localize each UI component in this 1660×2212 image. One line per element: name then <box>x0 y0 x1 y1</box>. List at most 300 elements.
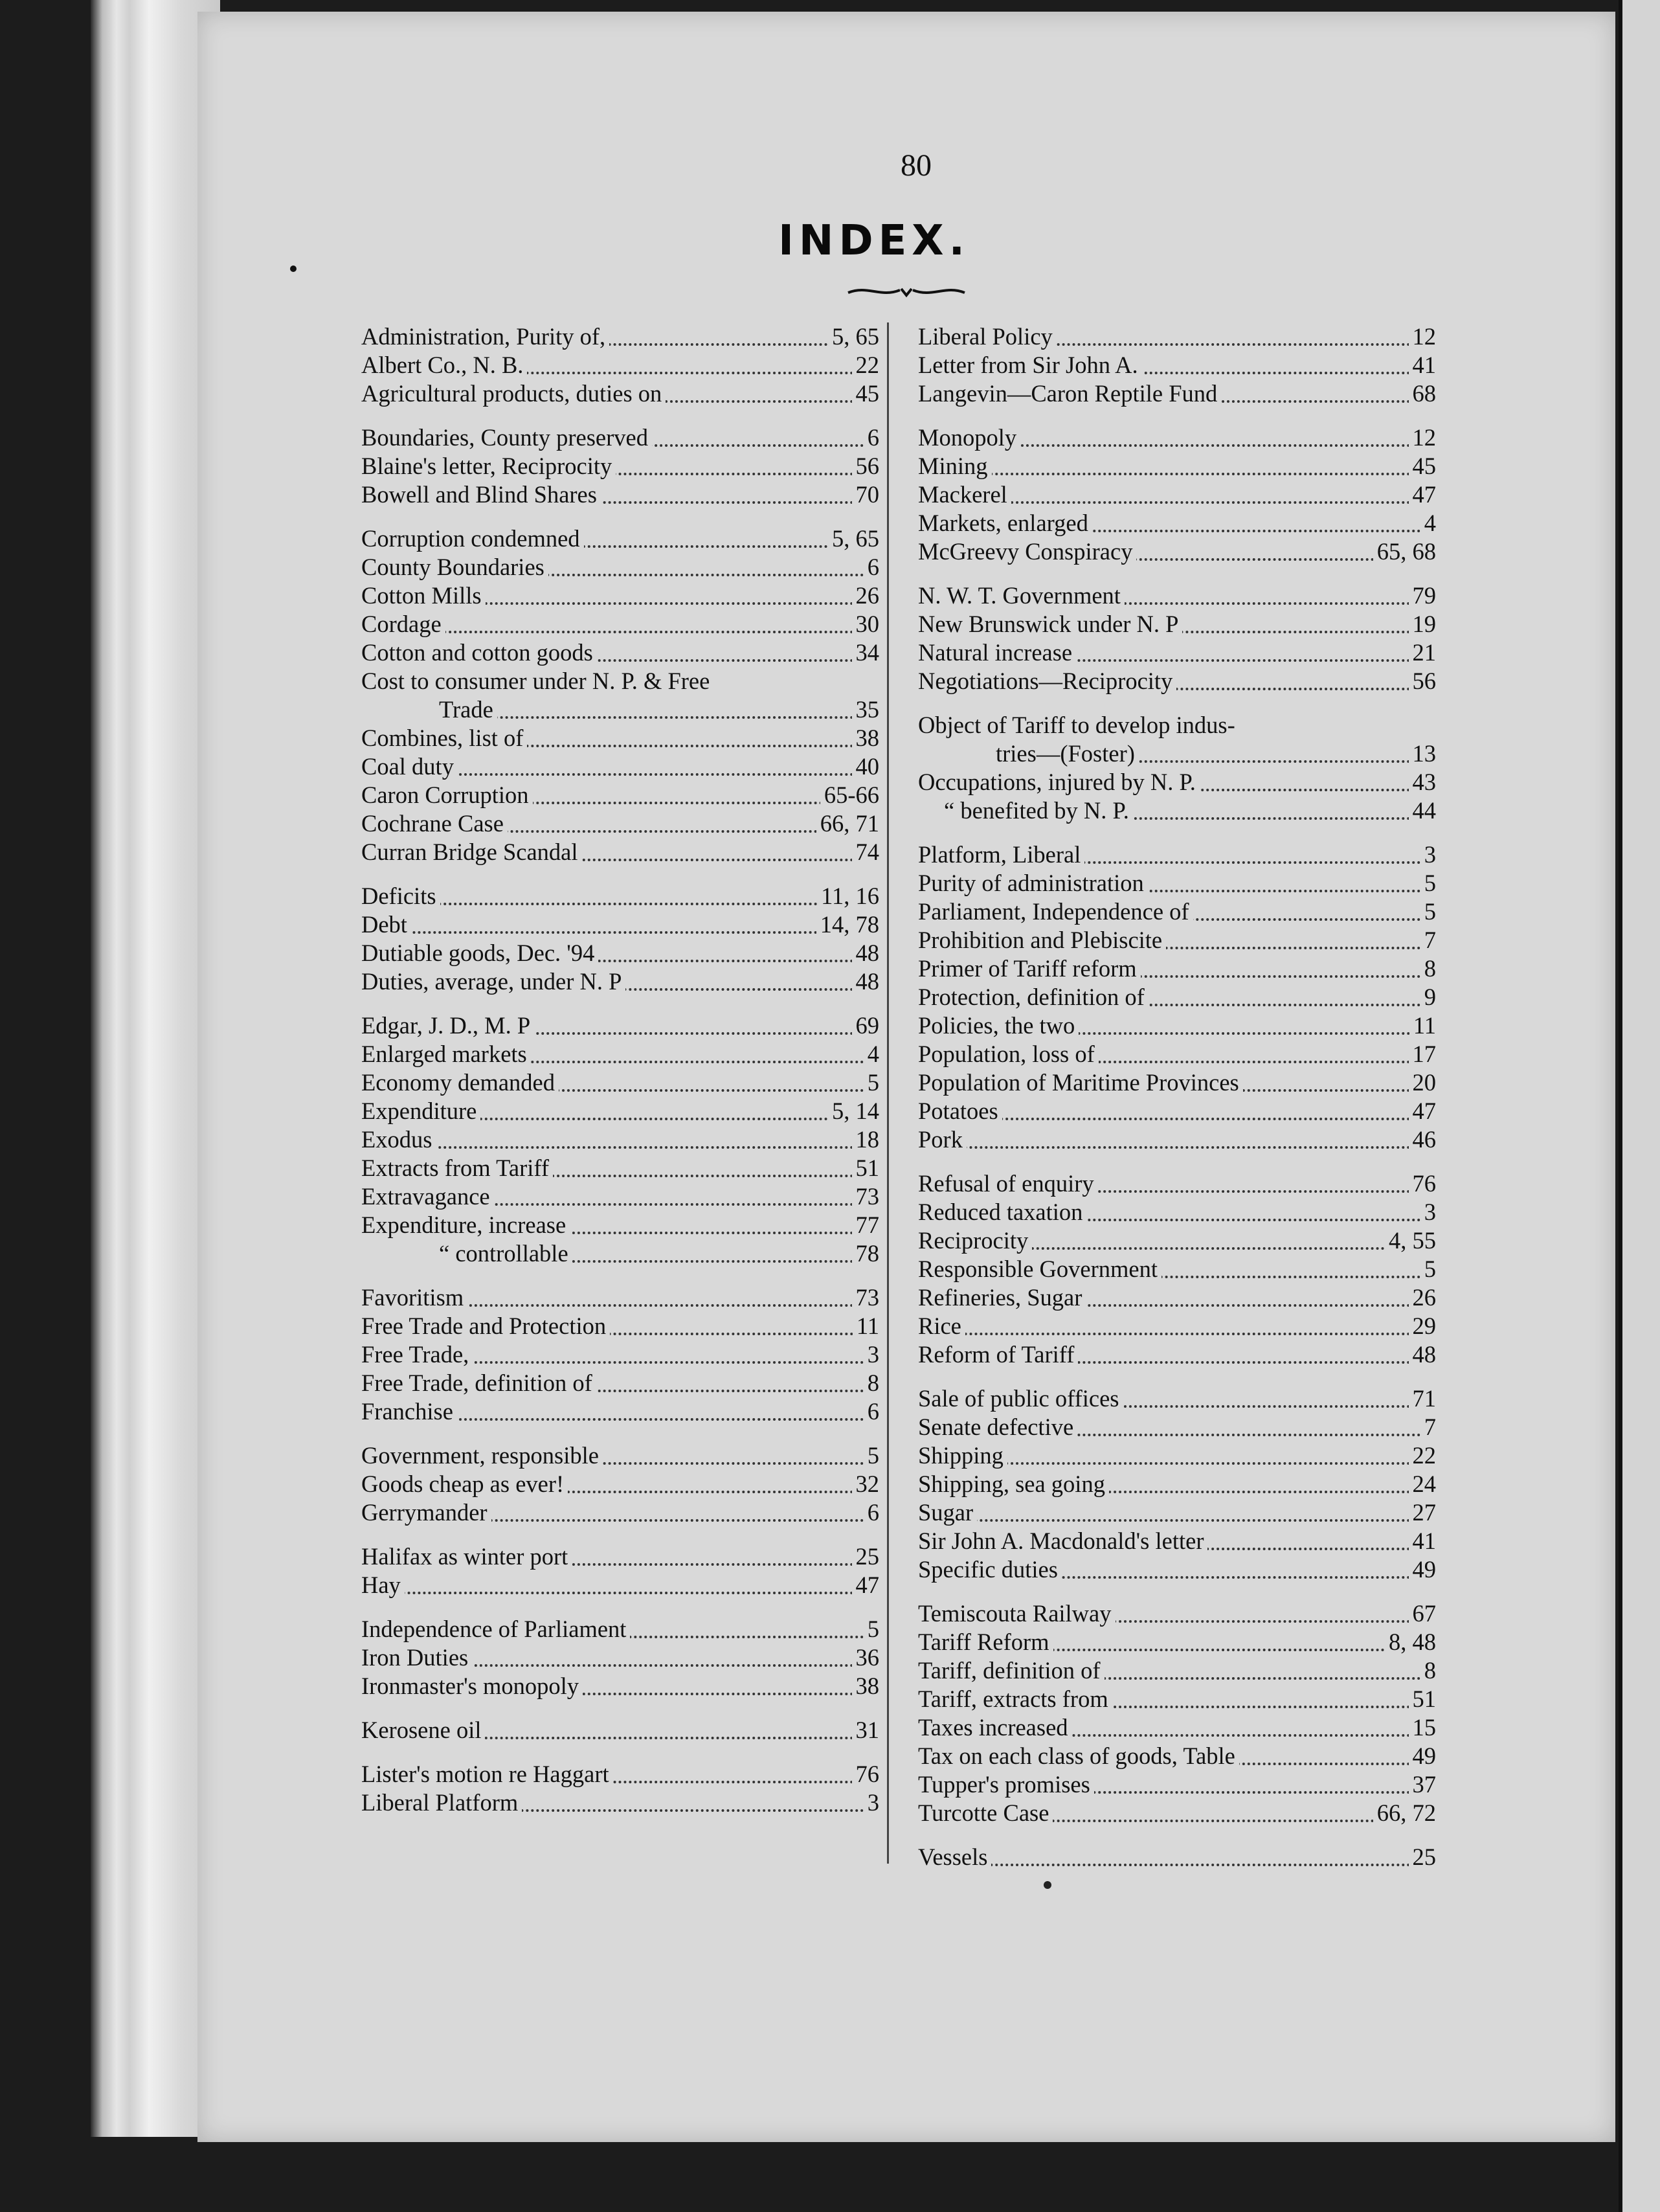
index-entry <box>361 781 879 809</box>
index-page-refs: 78 <box>852 1239 880 1268</box>
index-page-refs: 4 <box>864 1040 879 1068</box>
index-page-refs: 38 <box>852 1672 880 1700</box>
index-entry <box>361 667 879 695</box>
index-term: Sir John A. Macdonald's letter <box>918 1528 1207 1554</box>
index-term: Monopoly <box>918 424 1020 451</box>
index-entry <box>361 910 879 939</box>
index-entry <box>918 1555 1436 1584</box>
index-entry <box>361 939 879 967</box>
index-term: Exodus <box>361 1126 436 1153</box>
index-entry <box>361 480 879 509</box>
index-term: tries—(Foster) <box>918 740 1139 767</box>
index-term: Corruption condemned <box>361 525 584 552</box>
index-term: Responsible Government <box>918 1256 1161 1282</box>
index-entry <box>918 1498 1436 1527</box>
index-entry <box>361 1760 879 1789</box>
index-entry <box>918 796 1436 825</box>
index-term: N. W. T. Government <box>918 582 1125 609</box>
index-page-refs: 5 <box>864 1441 879 1470</box>
index-entry <box>361 809 879 838</box>
index-page-refs: 49 <box>1409 1742 1437 1770</box>
index-page-refs: 65, 68 <box>1373 537 1436 566</box>
index-entry <box>918 667 1436 695</box>
index-term: “ benefited by N. P. <box>918 797 1133 824</box>
index-term: Ironmaster's monopoly <box>361 1673 583 1699</box>
index-entry <box>918 711 1436 739</box>
index-term: Negotiations—Reciprocity <box>918 668 1176 694</box>
index-term: McGreevy Conspiracy <box>918 538 1136 565</box>
index-page-refs: 43 <box>1409 768 1437 796</box>
index-page-refs: 11 <box>1409 1011 1436 1040</box>
index-page-refs: 49 <box>1409 1555 1437 1584</box>
index-entry <box>918 1384 1436 1413</box>
index-page-refs: 21 <box>1409 638 1437 667</box>
leader-dots <box>918 473 1436 475</box>
index-page-refs: 12 <box>1409 423 1437 452</box>
index-page-refs: 47 <box>1409 480 1437 509</box>
index-entry <box>361 1182 879 1211</box>
index-entry <box>361 1470 879 1498</box>
index-term: Cordage <box>361 611 445 637</box>
index-term: Cotton Mills <box>361 582 486 609</box>
index-entry <box>918 1799 1436 1827</box>
index-entry <box>918 1441 1436 1470</box>
index-entry <box>918 1226 1436 1255</box>
index-entry <box>918 1340 1436 1369</box>
index-entry <box>918 1843 1436 1871</box>
index-page-refs: 69 <box>852 1011 880 1040</box>
index-page-refs: 7 <box>1420 1413 1436 1441</box>
index-page-refs: 5 <box>864 1068 879 1097</box>
ink-speck <box>1044 1881 1051 1889</box>
index-term: Franchise <box>361 1398 457 1425</box>
index-term: Free Trade and Protection <box>361 1313 610 1339</box>
index-page-refs: 29 <box>1409 1312 1437 1340</box>
index-page-refs: 73 <box>852 1182 880 1211</box>
index-page-refs: 24 <box>1409 1470 1437 1498</box>
flourish-ornament <box>842 278 971 304</box>
index-entry <box>361 1312 879 1340</box>
index-column-right <box>918 322 1436 1871</box>
index-term: Free Trade, <box>361 1341 473 1368</box>
index-page-refs: 13 <box>1409 739 1437 768</box>
index-term: Reform of Tariff <box>918 1341 1078 1368</box>
index-page-refs: 66, 72 <box>1373 1799 1436 1827</box>
index-entry <box>918 610 1436 638</box>
index-term: Albert Co., N. B. <box>361 352 527 378</box>
index-page-refs: 20 <box>1409 1068 1437 1097</box>
index-term: Refineries, Sugar <box>918 1284 1086 1311</box>
index-page-refs: 45 <box>1409 452 1437 480</box>
index-page-refs: 30 <box>852 610 880 638</box>
index-term: Liberal Platform <box>361 1789 522 1816</box>
ink-speck <box>290 265 297 272</box>
index-term: Dutiable goods, Dec. '94 <box>361 940 598 966</box>
index-term: Administration, Purity of, <box>361 323 609 350</box>
index-entry <box>918 1040 1436 1068</box>
index-term: Protection, definition of <box>918 984 1149 1010</box>
index-page-refs: 37 <box>1409 1770 1437 1799</box>
index-page-refs: 26 <box>852 581 880 610</box>
index-term: Mackerel <box>918 481 1011 508</box>
index-page-refs: 48 <box>852 967 880 996</box>
index-entry <box>918 537 1436 566</box>
index-entry <box>361 967 879 996</box>
index-entry <box>361 838 879 866</box>
index-term: Tariff Reform <box>918 1629 1053 1655</box>
index-entry <box>918 1198 1436 1226</box>
page-title: INDEX. <box>778 217 970 265</box>
index-term: Reciprocity <box>918 1227 1032 1254</box>
index-term: Rice <box>918 1313 965 1339</box>
leader-dots <box>918 1146 1436 1149</box>
index-entry <box>918 1255 1436 1283</box>
index-column-left <box>361 322 879 1817</box>
index-page-refs: 25 <box>1409 1843 1437 1871</box>
index-page-refs: 3 <box>1420 1198 1436 1226</box>
index-term: Natural increase <box>918 639 1076 666</box>
leader-dots <box>918 1519 1436 1522</box>
index-term: Combines, list of <box>361 725 527 751</box>
index-entry <box>361 351 879 379</box>
index-entry <box>361 1441 879 1470</box>
index-entry <box>918 1283 1436 1312</box>
index-page-refs: 5 <box>1420 869 1436 897</box>
index-page-refs: 3 <box>864 1340 879 1369</box>
index-term: Expenditure, increase <box>361 1212 570 1238</box>
index-term: Coal duty <box>361 753 458 780</box>
index-page-refs: 5, 65 <box>828 525 879 553</box>
index-term: Hay <box>361 1572 405 1598</box>
index-entry <box>361 1283 879 1312</box>
index-term: Iron Duties <box>361 1644 472 1671</box>
index-page-refs: 26 <box>1409 1283 1437 1312</box>
index-page-refs: 44 <box>1409 796 1437 825</box>
index-term: Population of Maritime Provinces <box>918 1069 1243 1096</box>
index-term: Object of Tariff to develop indus- <box>918 712 1239 738</box>
index-term: Government, responsible <box>361 1442 603 1469</box>
index-term: Potatoes <box>918 1098 1002 1124</box>
index-entry <box>361 1498 879 1527</box>
index-term: Agricultural products, duties on <box>361 380 666 407</box>
index-term: Markets, enlarged <box>918 510 1092 536</box>
index-page-refs: 14, 78 <box>816 910 879 939</box>
index-page-refs: 79 <box>1409 581 1437 610</box>
index-term: Gerrymander <box>361 1499 491 1526</box>
index-page-refs: 5 <box>1420 1255 1436 1283</box>
index-entry <box>361 1716 879 1744</box>
index-page-refs: 66, 71 <box>816 809 879 838</box>
index-term: Policies, the two <box>918 1012 1079 1039</box>
index-entry <box>918 1125 1436 1154</box>
leader-dots <box>361 1146 879 1149</box>
index-entry <box>361 1211 879 1239</box>
index-entry <box>361 752 879 781</box>
index-entry <box>361 695 879 724</box>
index-term: Taxes increased <box>918 1714 1072 1741</box>
index-entry <box>361 638 879 667</box>
index-page-refs: 12 <box>1409 322 1437 351</box>
index-page-refs: 56 <box>852 452 880 480</box>
index-term: Enlarged markets <box>361 1041 531 1067</box>
index-page-refs: 8 <box>864 1369 879 1397</box>
index-entry <box>918 509 1436 537</box>
index-term: Curran Bridge Scandal <box>361 839 582 865</box>
index-entry <box>361 452 879 480</box>
index-term: Edgar, J. D., M. P <box>361 1012 534 1039</box>
index-term: Free Trade, definition of <box>361 1370 596 1396</box>
index-entry <box>918 1656 1436 1685</box>
index-entry <box>361 1154 879 1182</box>
column-divider <box>887 322 889 1864</box>
index-term: Turcotte Case <box>918 1800 1053 1826</box>
index-page-refs: 40 <box>852 752 880 781</box>
index-page-refs: 4, 55 <box>1385 1226 1436 1255</box>
index-page-refs: 3 <box>864 1789 879 1817</box>
index-term: “ controllable <box>361 1240 572 1267</box>
index-entry <box>361 1542 879 1571</box>
index-page-refs: 32 <box>852 1470 880 1498</box>
index-term: Bowell and Blind Shares <box>361 481 601 508</box>
index-page-refs: 41 <box>1409 1527 1437 1555</box>
index-entry <box>361 1125 879 1154</box>
index-term: Shipping, sea going <box>918 1471 1109 1497</box>
leader-dots <box>918 1333 1436 1335</box>
index-page-refs: 6 <box>864 1397 879 1426</box>
index-term: County Boundaries <box>361 554 548 580</box>
index-entry <box>918 1011 1436 1040</box>
index-term: Vessels <box>918 1844 991 1870</box>
index-entry <box>361 553 879 581</box>
index-entry <box>918 452 1436 480</box>
index-page-refs: 48 <box>852 939 880 967</box>
index-term: Lister's motion re Haggart <box>361 1761 613 1787</box>
index-page-refs: 71 <box>1409 1384 1437 1413</box>
index-term: Pork <box>918 1126 967 1153</box>
index-entry <box>918 1312 1436 1340</box>
index-page-refs: 51 <box>852 1154 880 1182</box>
index-page-refs: 74 <box>852 838 880 866</box>
index-term: Cost to consumer under N. P. & Free <box>361 668 713 694</box>
index-entry <box>361 1068 879 1097</box>
index-entry <box>918 768 1436 796</box>
index-term: Senate defective <box>918 1414 1077 1440</box>
index-page-refs: 6 <box>864 553 879 581</box>
index-page-refs: 73 <box>852 1283 880 1312</box>
index-page-refs: 3 <box>1420 841 1436 869</box>
index-term: Langevin—Caron Reptile Fund <box>918 380 1221 407</box>
index-term: Independence of Parliament <box>361 1616 630 1642</box>
index-page-refs: 5, 14 <box>828 1097 879 1125</box>
index-entry <box>918 869 1436 897</box>
index-page-refs: 34 <box>852 638 880 667</box>
index-entry <box>918 739 1436 768</box>
index-entry <box>361 423 879 452</box>
index-entry <box>918 1770 1436 1799</box>
index-page-refs: 51 <box>1409 1685 1437 1713</box>
leader-dots <box>361 931 879 934</box>
index-entry <box>361 1040 879 1068</box>
index-entry <box>361 525 879 553</box>
index-page-refs: 7 <box>1420 926 1436 954</box>
index-entry <box>918 1527 1436 1555</box>
index-term: Occupations, injured by N. P. <box>918 769 1200 795</box>
index-term: Sugar <box>918 1499 977 1526</box>
index-page-refs: 15 <box>1409 1713 1437 1742</box>
index-term: Caron Corruption <box>361 782 533 808</box>
index-page-refs: 11, 16 <box>817 882 879 910</box>
leader-dots <box>918 1864 1436 1866</box>
index-entry <box>918 1685 1436 1713</box>
index-entry <box>918 379 1436 408</box>
index-entry <box>361 379 879 408</box>
index-page-refs: 17 <box>1409 1040 1437 1068</box>
index-entry <box>361 610 879 638</box>
index-term: Liberal Policy <box>918 323 1057 350</box>
index-entry <box>918 581 1436 610</box>
index-term: Primer of Tariff reform <box>918 955 1141 982</box>
index-term: Cotton and cotton goods <box>361 639 597 666</box>
index-page-refs: 19 <box>1409 610 1437 638</box>
index-term: Letter from Sir John A. <box>918 352 1142 378</box>
index-term: Sale of public offices <box>918 1385 1123 1412</box>
index-entry <box>918 1628 1436 1656</box>
index-term: Extravagance <box>361 1183 494 1210</box>
index-term: Reduced taxation <box>918 1199 1086 1225</box>
index-term: Expenditure <box>361 1098 480 1124</box>
index-entry <box>361 882 879 910</box>
index-page-refs: 18 <box>852 1125 880 1154</box>
index-page-refs: 35 <box>852 695 880 724</box>
index-entry <box>918 351 1436 379</box>
index-term: Economy demanded <box>361 1069 559 1096</box>
index-page-refs: 76 <box>1409 1169 1437 1198</box>
index-term: Boundaries, County preserved <box>361 424 652 451</box>
index-entry <box>361 1643 879 1672</box>
index-page-refs: 25 <box>852 1542 880 1571</box>
index-page-refs: 46 <box>1409 1125 1437 1154</box>
index-term: Temiscouta Railway <box>918 1600 1116 1627</box>
index-entry <box>361 1239 879 1268</box>
index-entry <box>361 1340 879 1369</box>
index-page-refs: 4 <box>1420 509 1436 537</box>
index-entry <box>361 1097 879 1125</box>
index-page-refs: 8, 48 <box>1385 1628 1436 1656</box>
index-entry <box>361 581 879 610</box>
index-term: Shipping <box>918 1442 1007 1469</box>
index-entry <box>918 638 1436 667</box>
index-page-refs: 9 <box>1420 983 1436 1011</box>
index-page-refs: 65-66 <box>820 781 879 809</box>
index-term: Blaine's letter, Reciprocity <box>361 453 616 479</box>
index-term: Prohibition and Plebiscite <box>918 927 1166 953</box>
index-page-refs: 45 <box>852 379 880 408</box>
index-term: Mining <box>918 453 992 479</box>
index-page-refs: 41 <box>1409 351 1437 379</box>
index-term: Goods cheap as ever! <box>361 1471 568 1497</box>
index-page-refs: 77 <box>852 1211 880 1239</box>
index-term: Population, loss of <box>918 1041 1099 1067</box>
index-page-refs: 47 <box>852 1571 880 1599</box>
index-term: Halifax as winter port <box>361 1543 572 1570</box>
index-term: Favoritism <box>361 1284 467 1311</box>
index-entry <box>918 1413 1436 1441</box>
index-term: Debt <box>361 911 411 938</box>
index-page-refs: 31 <box>852 1716 880 1744</box>
index-entry <box>361 1011 879 1040</box>
index-entry <box>918 1742 1436 1770</box>
index-entry <box>918 322 1436 351</box>
index-entry <box>361 1615 879 1643</box>
index-term: Specific duties <box>918 1556 1062 1583</box>
index-page-refs: 8 <box>1420 954 1436 983</box>
index-term: Extracts from Tariff <box>361 1155 553 1181</box>
index-entry <box>918 480 1436 509</box>
index-entry <box>361 1369 879 1397</box>
page-number: 80 <box>901 148 932 183</box>
leader-dots <box>361 1592 879 1594</box>
index-page-refs: 6 <box>864 1498 879 1527</box>
index-term: Purity of administration <box>918 870 1148 896</box>
index-page-refs: 76 <box>852 1760 880 1789</box>
index-entry <box>918 1713 1436 1742</box>
index-entry <box>361 1397 879 1426</box>
index-entry <box>361 1789 879 1817</box>
index-entry <box>918 954 1436 983</box>
index-page-refs: 5 <box>1420 897 1436 926</box>
index-page-refs: 56 <box>1409 667 1437 695</box>
index-entry <box>918 1599 1436 1628</box>
index-entry <box>918 423 1436 452</box>
index-page-refs: 6 <box>864 423 879 452</box>
index-entry <box>918 1169 1436 1198</box>
index-page-refs: 27 <box>1409 1498 1437 1527</box>
index-entry <box>361 322 879 351</box>
index-page-refs: 8 <box>1420 1656 1436 1685</box>
index-term: Tariff, extracts from <box>918 1686 1112 1712</box>
index-term: Parliament, Independence of <box>918 898 1193 925</box>
index-page-refs: 48 <box>1409 1340 1437 1369</box>
index-page-refs: 22 <box>1409 1441 1437 1470</box>
index-entry <box>918 926 1436 954</box>
index-page-refs: 67 <box>1409 1599 1437 1628</box>
index-entry <box>918 841 1436 869</box>
index-term: Duties, average, under N. P <box>361 968 625 995</box>
index-page-refs: 47 <box>1409 1097 1437 1125</box>
index-term: New Brunswick under N. P <box>918 611 1182 637</box>
index-page-refs: 36 <box>852 1643 880 1672</box>
index-term: Kerosene oil <box>361 1717 485 1743</box>
index-page-refs: 5, 65 <box>828 322 879 351</box>
index-term: Tupper's promises <box>918 1771 1094 1798</box>
index-term: Tax on each class of goods, Table <box>918 1743 1239 1769</box>
index-page-refs: 70 <box>852 480 880 509</box>
adjacent-page-edge <box>1619 0 1660 2212</box>
index-entry <box>361 1571 879 1599</box>
index-term: Refusal of enquiry <box>918 1170 1098 1197</box>
index-term: Tariff, definition of <box>918 1657 1105 1684</box>
index-term: Deficits <box>361 883 440 909</box>
index-entry <box>918 1097 1436 1125</box>
index-page-refs: 68 <box>1409 379 1437 408</box>
index-entry <box>361 724 879 752</box>
index-term: Platform, Liberal <box>918 841 1084 868</box>
index-page-refs: 38 <box>852 724 880 752</box>
index-page-refs: 22 <box>852 351 880 379</box>
index-entry <box>361 1672 879 1700</box>
index-page-refs: 5 <box>864 1615 879 1643</box>
index-entry <box>918 897 1436 926</box>
